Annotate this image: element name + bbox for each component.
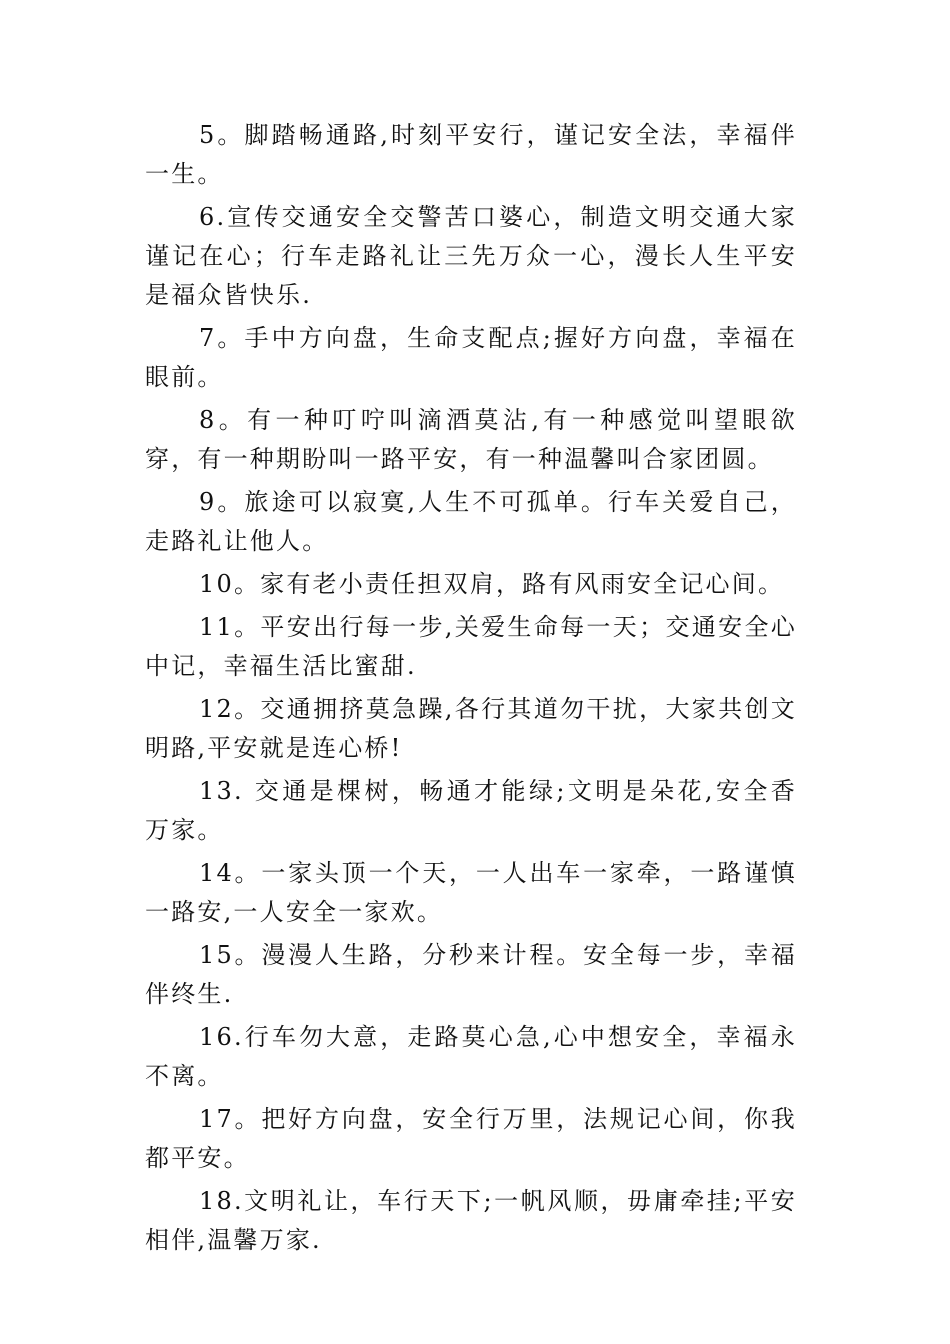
paragraph-16: 16.行车勿大意，走路莫心急,心中想安全，幸福永不离。 — [145, 1023, 797, 1090]
paragraph-6: 6.宣传交通安全交警苦口婆心，制造文明交通大家谨记在心；行车走路礼让三先万众一心，漫长人生平安是福众皆快乐. — [145, 203, 797, 309]
paragraph-8: 8。有一种叮咛叫滴酒莫沾,有一种感觉叫望眼欲穿，有一种期盼叫一路平安，有一种温馨叫合家团圆。 — [145, 406, 797, 473]
paragraph-7: 7。手中方向盘，生命支配点;握好方向盘，幸福在眼前。 — [145, 324, 797, 391]
paragraph-11: 11。平安出行每一步,关爱生命每一天；交通安全心中记，幸福生活比蜜甜. — [145, 613, 797, 680]
paragraph-15: 15。漫漫人生路，分秒来计程。安全每一步，幸福伴终生. — [145, 941, 797, 1008]
paragraph-9: 9。旅途可以寂寞,人生不可孤单。行车关爱自己，走路礼让他人。 — [145, 488, 797, 555]
paragraph-17: 17。把好方向盘，安全行万里，法规记心间，你我都平安。 — [145, 1105, 797, 1172]
paragraph-14: 14。一家头顶一个天，一人出车一家牵，一路谨慎一路安,一人安全一家欢。 — [145, 859, 797, 926]
paragraph-18: 18.文明礼让，车行天下;一帆风顺，毋庸牵挂;平安相伴,温馨万家. — [145, 1187, 797, 1254]
paragraph-13: 13. 交通是棵树，畅通才能绿;文明是朵花,安全香万家。 — [145, 777, 797, 844]
paragraph-12: 12。交通拥挤莫急躁,各行其道勿干扰，大家共创文明路,平安就是连心桥! — [145, 695, 797, 762]
document-body — [145, 116, 797, 1264]
paragraph-5: 5。脚踏畅通路,时刻平安行，谨记安全法，幸福伴一生。 — [145, 121, 797, 188]
paragraph-10: 10。家有老小责任担双肩，路有风雨安全记心间。 — [199, 570, 785, 598]
